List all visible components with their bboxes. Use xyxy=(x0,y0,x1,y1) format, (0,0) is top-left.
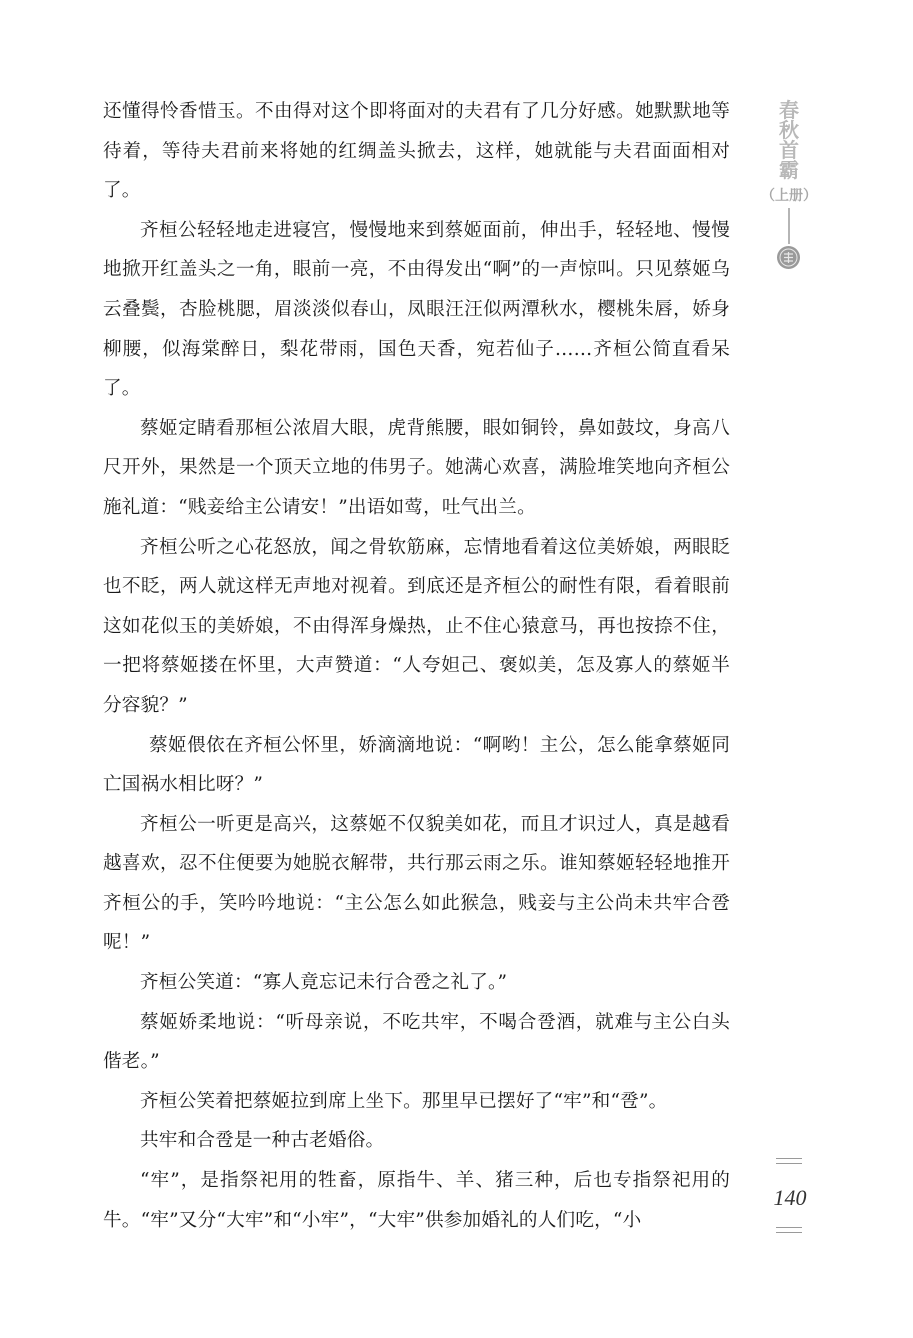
paragraph: 共牢和合卺是一种古老婚俗。 xyxy=(140,1130,385,1152)
page-number: 140 xyxy=(773,1185,807,1210)
paragraph: “牢”，是指祭祀用的牲畜，原指牛、羊、猪三种，后也专指祭祀用的牛。“牢”又分“大牢”和“小牢”，“大牢”供参加婚礼的人们吃，“小 xyxy=(103,1170,730,1231)
title-char: 秋 xyxy=(779,118,799,142)
paragraph: 蔡姬娇柔地说：“听母亲说，不吃共牢，不喝合卺酒，就难与主公白头偕老。” xyxy=(103,1011,730,1073)
running-header-title xyxy=(776,100,802,180)
paragraph: 齐桓公听之心花怒放，闻之骨软筋麻，忘情地看着这位美娇娘，两眼眨也不眨，两人就这样无声地对视着。到底还是齐桓公的耐性有限，看着眼前这如花似玉的美娇娘，不由得浑身燥热，止不住心猿意马，再也按捺不住，一把将蔡姬搂在怀里，大声赞道：“人夸妲己、褒姒美，怎及寡人的蔡姬半分容貌？” xyxy=(103,536,730,716)
volume-label: （上册） xyxy=(761,188,817,204)
title-char: 首 xyxy=(779,138,799,162)
title-char: 春 xyxy=(779,98,799,122)
paragraph: 齐桓公笑着把蔡姬拉到席上坐下。那里早已摆好了“牢”和“卺”。 xyxy=(140,1090,668,1112)
page-number-rule-bottom xyxy=(776,1227,802,1233)
paragraph: 蔡姬定睛看那桓公浓眉大眼，虎背熊腰，眼如铜铃，鼻如鼓坟，身高八尺开外，果然是一个顶天立地的伟男子。她满心欢喜，满脸堆笑地向齐桓公施礼道：“贱妾给主公请安！”出语如莺，吐气出兰。 xyxy=(103,417,730,518)
page-number-rule-top xyxy=(776,1158,802,1164)
header-divider xyxy=(788,208,790,244)
paragraph: 齐桓公笑道：“寡人竟忘记未行合卺之礼了。” xyxy=(140,972,508,994)
paragraph: 蔡姬偎依在齐桓公怀里，娇滴滴地说：“啊哟！主公，怎么能拿蔡姬同亡国祸水相比呀？” xyxy=(103,734,730,796)
paragraph: 齐桓公轻轻地走进寝宫，慢慢地来到蔡姬面前，伸出手，轻轻地、慢慢地掀开红盖头之一角，眼前一亮，不由得发出“啊”的一声惊叫。只见蔡姬乌云叠鬓，杏脸桃腮，眉淡淡似春山，凤眼汪汪似两潭秋水，樱桃朱唇，娇身柳腰，似海棠醉日，梨花带雨，国色天香，宛若仙子……齐桓公简直看呆了。 xyxy=(103,219,730,400)
paragraph: 还懂得怜香惜玉。不由得对这个即将面对的夫君有了几分好感。她默默地等待着，等待夫君前来将她的红绸盖头掀去，这样，她就能与夫君面面相对了。 xyxy=(103,101,730,202)
body-text xyxy=(103,92,730,1240)
paragraph: 齐桓公一听更是高兴，这蔡姬不仅貌美如花，而且才识过人，真是越看越喜欢，忍不住便要为她脱衣解带，共行那云雨之乐。谁知蔡姬轻轻地推开齐桓公的手，笑吟吟地说：“主公怎么如此猴急，贱妾与主公尚未共牢合卺呢！” xyxy=(103,813,730,954)
title-char: 霸 xyxy=(779,158,799,182)
round-seal-icon xyxy=(777,246,800,269)
